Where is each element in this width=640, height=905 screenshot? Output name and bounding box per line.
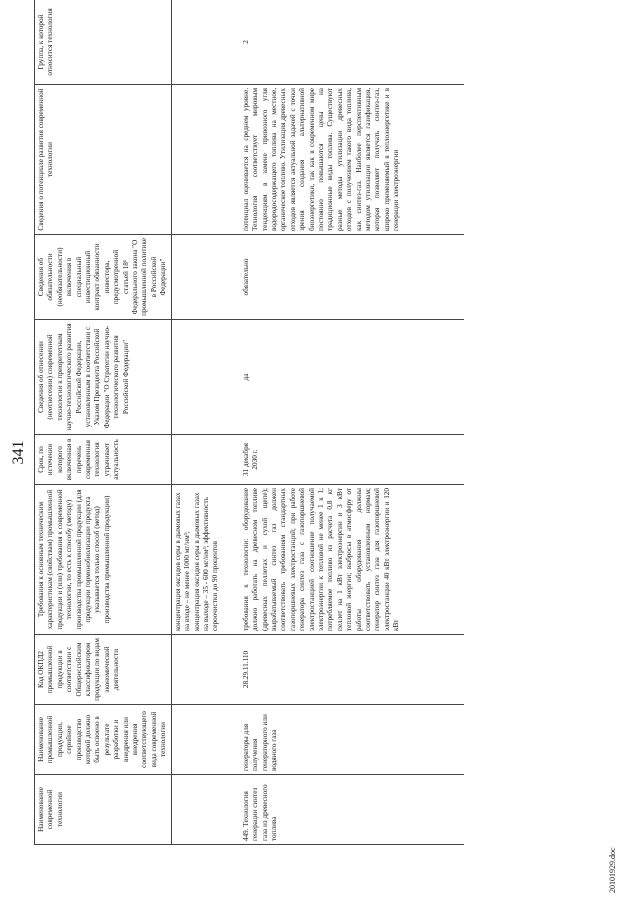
technology-name: Технология генерации синтез газа из древесного топлива [241,784,278,841]
header-group: Группа, к которой относится технология [35,0,172,85]
header-technology-name: Наименование современной технологии [35,775,172,845]
header-mandatory: Сведения об обязательности (необязательности) включения в специальный инвестиционный контракт обязанности инвестора, предусмотренной статьей 18¹ Федерального закона "О промышленной политике в Российской Федерации" [35,235,172,320]
mandatory-cell: обязательно [240,235,464,320]
header-priority: Сведения об отнесении (неотнесении) современной технологии к приоритетным научно-технологического развития Российской Федерации, установленным в соответствии с Указом Президента Российской Федерации "О Стратегии научно-технологического развития Российской Федерации" [35,320,172,435]
continuation-text: концентрация оксидов серы в дымовых газах на входе – не менее 1000 мг/нм³; концентрация оксидов серы в дымовых газах на выходе – 35 - 600 мг/нм³; эффективность сероочистки до 90 процентов [171,485,240,635]
table-row [240,0,464,845]
continuation-row [171,0,240,845]
group-cell: 2 [240,0,464,85]
header-requirements: Требования к основным техническим характеристикам (свойствам) промышленной продукции и (или) требования к современной технологии, то есть к способу (методу) производства промышленной продукции (для продукции гормонобиолизации продукта указывается только способ (метод) производства промышленной продукции) [35,485,172,635]
header-potential: Сведения о потенциале развития современной технологии [35,85,172,235]
priority-cell: да [240,320,464,435]
technology-cell [240,775,464,845]
header-product-name: Наименование промышленной продукции, серийное производство которой должно быть освоено в результате разработки и внедрения или внедрения соответствующего вида современной технологии [35,705,172,775]
okpd2-cell: 28.29.11.110 [240,635,464,705]
potential-cell: потенциал оценивается на среднем уровне. Технология соответствует мировым тенденциям в замене привозного угля водородосодержащего топлива на местное, органическое топливо. Утилизация древесных отходов является актуальной задачей с точки зрения создания альтернативной биоэнергетики, так как в современном мире постоянно повышаются цены на традиционные виды топлива. Существуют разные методы утилизации древесных отходов с получением такого вида топлива, как синтез-газ. Наиболее перспективным методом утилизации является газификация, которая позволяет получать синтез-газ, широко применяемый в теплоэнергетике и в генерации электроэнергии [240,85,464,235]
page-number: 341 [10,440,27,465]
header-deadline: Срок, по истечении которого включенная в перечень современная технология утрачивает актуальность [35,435,172,485]
header-okpd2-code: Код ОКПД2 промышленной продукции в соответствии с Общероссийским классификатором продукции по видам экономической деятельности [35,635,172,705]
table-header-row [35,0,172,845]
product-cell: генераторы для получения генераторного или водяного газа [240,705,464,775]
document-code: 20101929.doc [608,847,617,893]
row-number: 449. [241,828,250,841]
requirements-cell: требования к технологии: оборудование должно работать на древесном топливе (древесных пеллетах и сухой щепе); вырабатываемый синтез газ должен соответствовать требованиям стандартных газопоршневых электростанций; при работе генератора синтез газа с газопоршневой электростанцией соотношение получаемой электроэнергии к тепловой не менее 1 к 1; потребляемое топливо из расчета 0,8 кг пеллет на 1 кВт электроэнергии и 3 кВт тепловой энергии; выбросы в атмосферу от работы оборудования должны соответствовать установленным нормам; генератор синтез газа для газопоршневой электростанции 40 кВт электроэнергии и 120 кВт [240,485,464,635]
deadline-cell: 31 декабря 2030 г. [240,435,464,485]
technology-table [34,0,464,845]
